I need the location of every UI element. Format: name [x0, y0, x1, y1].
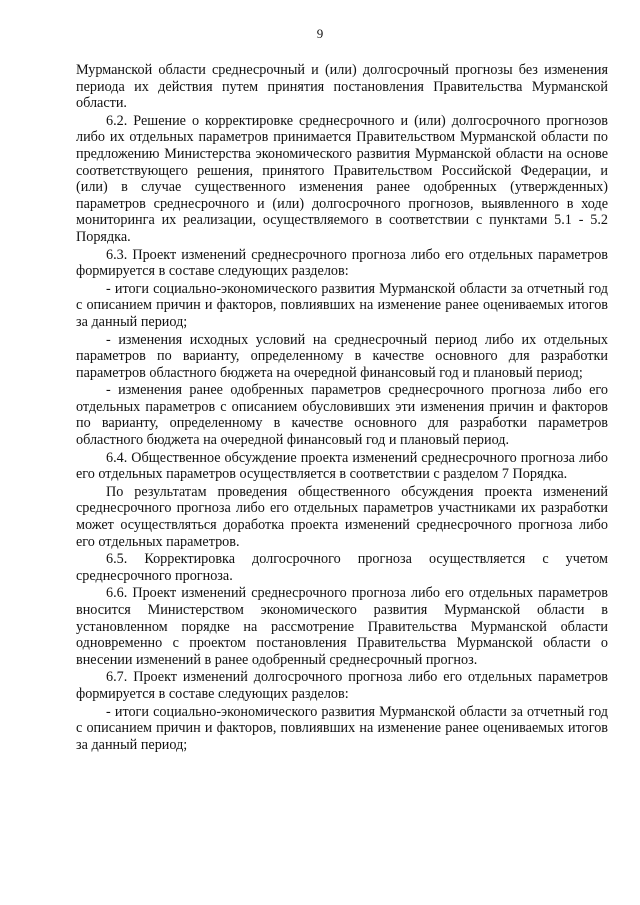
paragraph: 6.7. Проект изменений долгосрочного прогноза либо его отдельных параметров формируется в составе следующих разделов: [76, 669, 608, 702]
paragraph: 6.3. Проект изменений среднесрочного прогноза либо его отдельных параметров формируется в составе следующих разделов: [76, 246, 608, 280]
paragraph: - изменения ранее одобренных параметров среднесрочного прогноза либо его отдельных параметров с описанием обусловивших эти изменения причин и факторов по варианту, определенному в качестве основного для разработки параметров областного бюджета на очередной финансовый год и плановый период. [76, 382, 608, 449]
paragraph: - итоги социально-экономического развития Мурманской области за отчетный год с описанием причин и факторов, повлиявших на изменение ранее оцениваемых итогов за данный период; [76, 703, 608, 753]
paragraph: - изменения исходных условий на среднесрочный период либо их отдельных параметров по варианту, определенному в качестве основного для разработки параметров областного бюджета на очередной финансовый год и плановый период; [76, 331, 608, 381]
paragraph: Мурманской области среднесрочный и (или) долгосрочный прогнозы без изменения периода их действия путем принятия постановления Правительства Мурманской области. [76, 62, 608, 112]
page-number: 9 [316, 26, 324, 41]
paragraph: 6.4. Общественное обсуждение проекта изменений среднесрочного прогноза либо его отдельных параметров осуществляется в соответствии с разделом 7 Порядка. [76, 449, 608, 483]
document-body [76, 62, 608, 754]
paragraph: 6.6. Проект изменений среднесрочного прогноза либо его отдельных параметров вносится Министерством экономического развития Мурманской области в установленном порядке на рассмотрение Правительства Мурманской области одновременно с проектом постановления Правительства Мурманской области о внесении изменений в ранее одобренный среднесрочный прогноз. [76, 585, 608, 668]
paragraph: По результатам проведения общественного обсуждения проекта изменений среднесрочного прогноза либо его отдельных параметров участниками их разработки может осуществляться доработка проекта изменений среднесрочного прогноза либо его отдельных параметров. [76, 483, 608, 550]
paragraph: 6.5. Корректировка долгосрочного прогноза осуществляется с учетом среднесрочного прогноза. [76, 551, 608, 584]
paragraph: 6.2. Решение о корректировке среднесрочного и (или) долгосрочного прогнозов либо их отдельных параметров принимается Правительством Мурманской области по предложению Министерства экономического развития Мурманской области на основе соответствующего решения, принятого Правительством Российской Федерации, и (или) в случае существенного изменения ранее одобренных (утвержденных) параметров среднесрочного и (или) долгосрочного прогнозов, выявленного в ходе мониторинга их реализации, осуществляемого в соответствии с пунктами 5.1 - 5.2 Порядка. [76, 112, 608, 245]
paragraph: - итоги социально-экономического развития Мурманской области за отчетный год с описанием причин и факторов, повлиявших на изменение ранее оцениваемых итогов за данный период; [76, 280, 608, 330]
